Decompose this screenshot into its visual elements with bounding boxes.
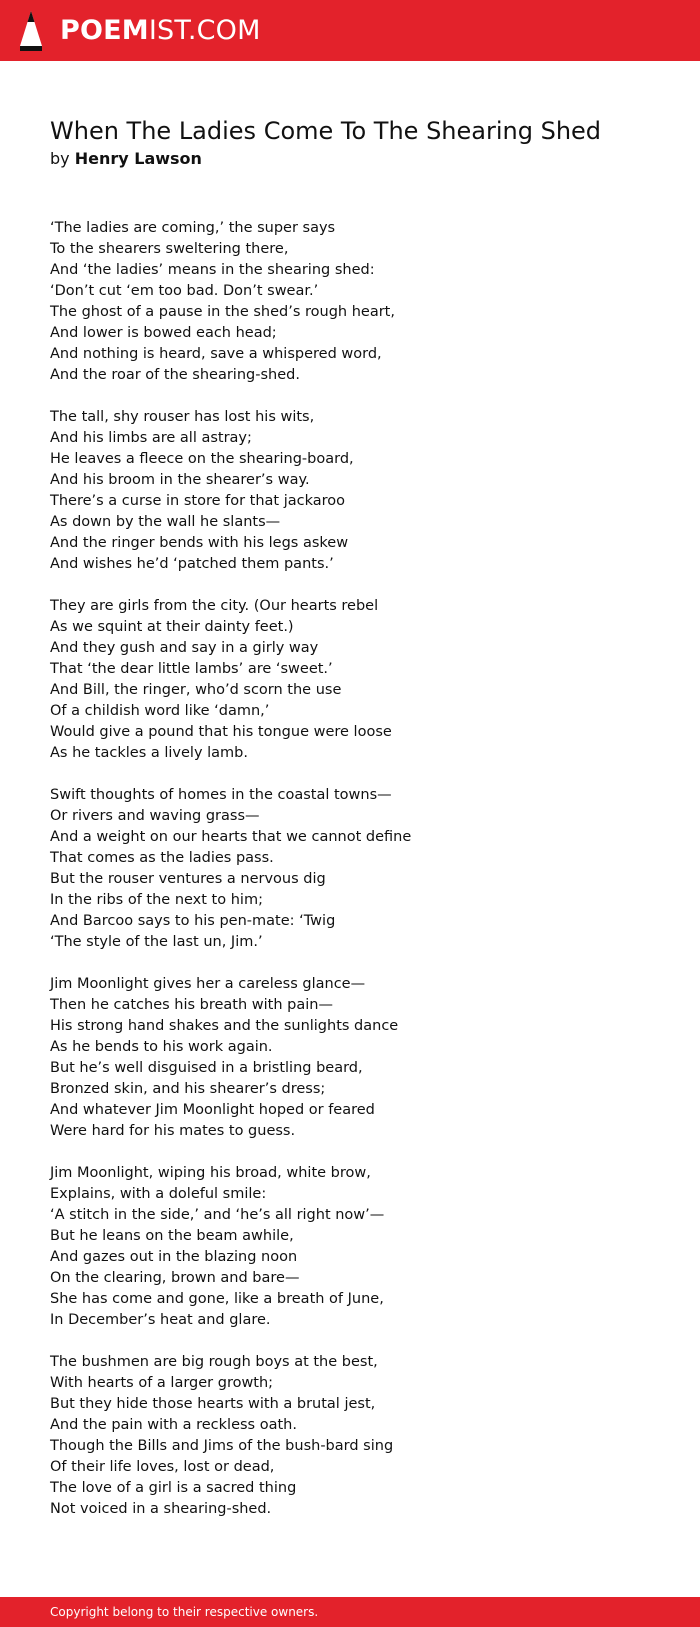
poem-line: Explains, with a doleful smile: [50, 1186, 267, 1202]
poem-line: The love of a girl is a sacred thing [50, 1480, 297, 1496]
poem-line: Would give a pound that his tongue were loose [50, 724, 392, 740]
poem-line: On the clearing, brown and bare— [50, 1270, 300, 1286]
poem-line: In the ribs of the next to him; [50, 892, 263, 908]
poem-line: ‘The style of the last un, Jim.’ [50, 934, 263, 950]
site-footer [0, 1597, 700, 1627]
poem-line: In December’s heat and glare. [50, 1312, 271, 1328]
poem-stanza [50, 218, 670, 386]
poem-line: The bushmen are big rough boys at the best, [50, 1354, 378, 1370]
poem-line: And Barcoo says to his pen-mate: ‘Twig [50, 913, 336, 929]
poem-line: As we squint at their dainty feet.) [50, 619, 294, 635]
poem-line: Jim Moonlight gives her a careless glance— [50, 976, 366, 992]
poem-line: But the rouser ventures a nervous dig [50, 871, 326, 887]
poem-line: He leaves a fleece on the shearing-board, [50, 451, 354, 467]
poem-line: They are girls from the city. (Our hearts rebel [50, 598, 379, 614]
poem-body [50, 218, 670, 1541]
poem-line: And the roar of the shearing-shed. [50, 367, 300, 383]
poem-line: And his limbs are all astray; [50, 430, 252, 446]
poem-byline [50, 148, 202, 170]
poem-line: But they hide those hearts with a brutal jest, [50, 1396, 376, 1412]
poem-line: And the ringer bends with his legs askew [50, 535, 349, 551]
poem-line: Bronzed skin, and his shearer’s dress; [50, 1081, 326, 1097]
poem-line: And wishes he’d ‘patched them pants.’ [50, 556, 334, 572]
poem-line: As he tackles a lively lamb. [50, 745, 248, 761]
poem-line: And nothing is heard, save a whispered word, [50, 346, 382, 362]
poem-stanza [50, 974, 670, 1142]
poem-line: Though the Bills and Jims of the bush-bard sing [50, 1438, 394, 1454]
poem-line: ‘The ladies are coming,’ the super says [50, 220, 336, 236]
poem-line: To the shearers sweltering there, [50, 241, 289, 257]
poem-line: Then he catches his breath with pain— [50, 997, 333, 1013]
site-logo-text [60, 10, 261, 52]
poem-line: As down by the wall he slants— [50, 514, 281, 530]
poem-line: With hearts of a larger growth; [50, 1375, 274, 1391]
poem-line: ‘A stitch in the side,’ and ‘he’s all right now’— [50, 1207, 385, 1223]
poem-line: And lower is bowed each head; [50, 325, 277, 341]
poem-title: When The Ladies Come To The Shearing Shed [50, 117, 602, 145]
poem-line: ‘Don’t cut ‘em too bad. Don’t swear.’ [50, 283, 319, 299]
poem-line: Swift thoughts of homes in the coastal towns— [50, 787, 392, 803]
poem-line: But he leans on the beam awhile, [50, 1228, 294, 1244]
poem-line: And ‘the ladies’ means in the shearing shed: [50, 262, 375, 278]
poem-line: Or rivers and waving grass— [50, 808, 260, 824]
poem-line: There’s a curse in store for that jackaroo [50, 493, 346, 509]
poem-line: And a weight on our hearts that we cannot define [50, 829, 412, 845]
poem-line: The ghost of a pause in the shed’s rough heart, [50, 304, 395, 320]
logo-text-light: IST.COM [148, 15, 261, 46]
author-name[interactable]: Henry Lawson [74, 149, 202, 168]
poem-line: That comes as the ladies pass. [50, 850, 274, 866]
poem-line: And whatever Jim Moonlight hoped or feared [50, 1102, 375, 1118]
poem-line: Were hard for his mates to guess. [50, 1123, 296, 1139]
by-label: by [50, 149, 70, 168]
poem-stanza [50, 1163, 670, 1331]
poem-line: Not voiced in a shearing-shed. [50, 1501, 272, 1517]
site-header [0, 0, 700, 61]
poem-stanza [50, 407, 670, 575]
poem-line: And his broom in the shearer’s way. [50, 472, 310, 488]
poem-line: She has come and gone, like a breath of June, [50, 1291, 384, 1307]
pencil-icon [18, 10, 44, 52]
copyright-text: Copyright belong to their respective owners. [50, 1605, 319, 1619]
poem-stanza [50, 785, 670, 953]
poem-line: But he’s well disguised in a bristling beard, [50, 1060, 363, 1076]
poem-stanza [50, 596, 670, 764]
logo-text-bold: POEM [60, 15, 149, 46]
poem-line: That ‘the dear little lambs’ are ‘sweet.’ [50, 661, 333, 677]
poem-line: The tall, shy rouser has lost his wits, [50, 409, 315, 425]
poem-line: And gazes out in the blazing noon [50, 1249, 298, 1265]
poem-line: Of a childish word like ‘damn,’ [50, 703, 270, 719]
poem-line: And they gush and say in a girly way [50, 640, 319, 656]
poem-line: Jim Moonlight, wiping his broad, white brow, [50, 1165, 371, 1181]
site-logo[interactable] [18, 10, 261, 52]
poem-line: And the pain with a reckless oath. [50, 1417, 297, 1433]
poem-line: His strong hand shakes and the sunlights dance [50, 1018, 399, 1034]
poem-stanza [50, 1352, 670, 1520]
poem-line: As he bends to his work again. [50, 1039, 273, 1055]
poem-line: And Bill, the ringer, who’d scorn the use [50, 682, 342, 698]
poem-line: Of their life loves, lost or dead, [50, 1459, 275, 1475]
